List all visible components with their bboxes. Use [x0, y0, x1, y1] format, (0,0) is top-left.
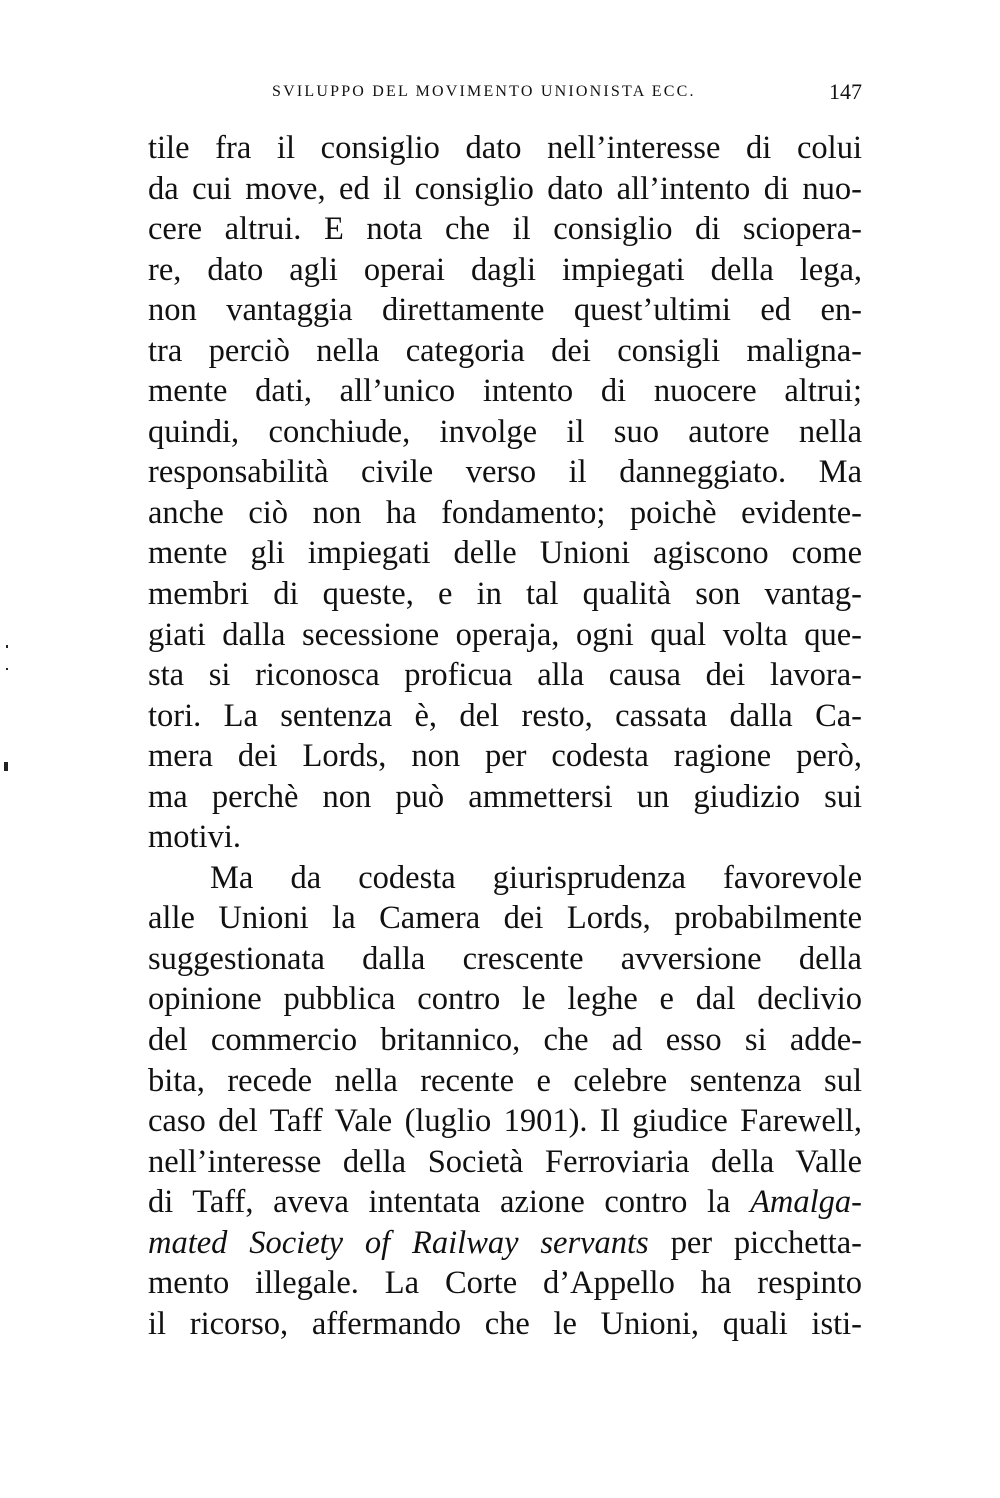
text-line: ma perchè non può ammettersi un giudizio sui — [148, 778, 862, 815]
running-title: SVILUPPO DEL MOVIMENTO UNIONISTA ECC. — [272, 83, 696, 100]
scan-speck — [6, 645, 8, 648]
italic-society-name-part2: mated Society of Railway servants — [148, 1224, 649, 1261]
text-line-with-italic — [148, 1223, 862, 1264]
text-line: il ricorso, affermando che le Unioni, quali isti- — [148, 1305, 862, 1342]
text-line: bita, recede nella recente e celebre sentenza sul — [148, 1062, 862, 1099]
page-number: 147 — [829, 79, 862, 104]
text-line: sta si riconosca proficua alla causa dei lavora- — [148, 657, 862, 694]
body-text — [148, 128, 862, 1344]
text-line: anche ciò non ha fondamento; poichè evidente- — [148, 494, 862, 531]
text-line: mente gli impiegati delle Unioni agiscono come — [148, 535, 862, 572]
text-line: mente dati, all’unico intento di nuocere altrui; — [148, 373, 862, 410]
text-line: opinione pubblica contro le leghe e dal declivio — [148, 981, 862, 1018]
text-line: mera dei Lords, non per codesta ragione però, — [148, 738, 862, 775]
text-line-with-italic — [148, 1182, 862, 1223]
scan-speck — [4, 762, 8, 771]
text-line: re, dato agli operai dagli impiegati della lega, — [148, 251, 862, 288]
text-line: cere altrui. E nota che il consiglio di sciopera- — [148, 211, 862, 248]
text-line: responsabilità civile verso il danneggiato. Ma — [148, 454, 862, 491]
text-line: nell’interesse della Società Ferroviaria della Valle — [148, 1143, 862, 1180]
text-line: suggestionata dalla crescente avversione della — [148, 940, 862, 977]
paragraph-start-line: Ma da codesta giurisprudenza favorevole — [210, 859, 862, 896]
scan-speck — [6, 668, 8, 670]
text-line: tori. La sentenza è, del resto, cassata dalla Ca- — [148, 697, 862, 734]
text-line: caso del Taff Vale (luglio 1901). Il giudice Farewell, — [148, 1103, 862, 1140]
text-line: da cui move, ed il consiglio dato all’intento di nuo- — [148, 170, 862, 207]
text-line: del commercio britannico, che ad esso si adde- — [148, 1022, 862, 1059]
text-line: alle Unioni la Camera dei Lords, probabilmente — [148, 900, 862, 937]
italic-society-name-part1: Amalga- — [750, 1184, 863, 1221]
paragraph-end-line: motivi. — [148, 819, 241, 856]
text-line: giati dalla secessione operaja, ogni qual volta que- — [148, 616, 862, 653]
text-line: non vantaggia direttamente quest’ultimi ed en- — [148, 292, 862, 329]
text-line: tile fra il consiglio dato nell’interesse di colui — [148, 130, 862, 166]
text-line: quindi, conchiude, involge il suo autore nella — [148, 413, 862, 450]
running-head — [272, 78, 862, 106]
text-line: membri di queste, e in tal qualità son vantag- — [148, 576, 862, 613]
text-line: tra perciò nella categoria dei consigli maligna- — [148, 332, 862, 369]
line-roman-part: per picchetta- — [670, 1224, 863, 1261]
line-roman-part: di Taff, aveva intentata azione contro la — [148, 1184, 731, 1221]
text-line: mento illegale. La Corte d’Appello ha respinto — [148, 1265, 862, 1302]
